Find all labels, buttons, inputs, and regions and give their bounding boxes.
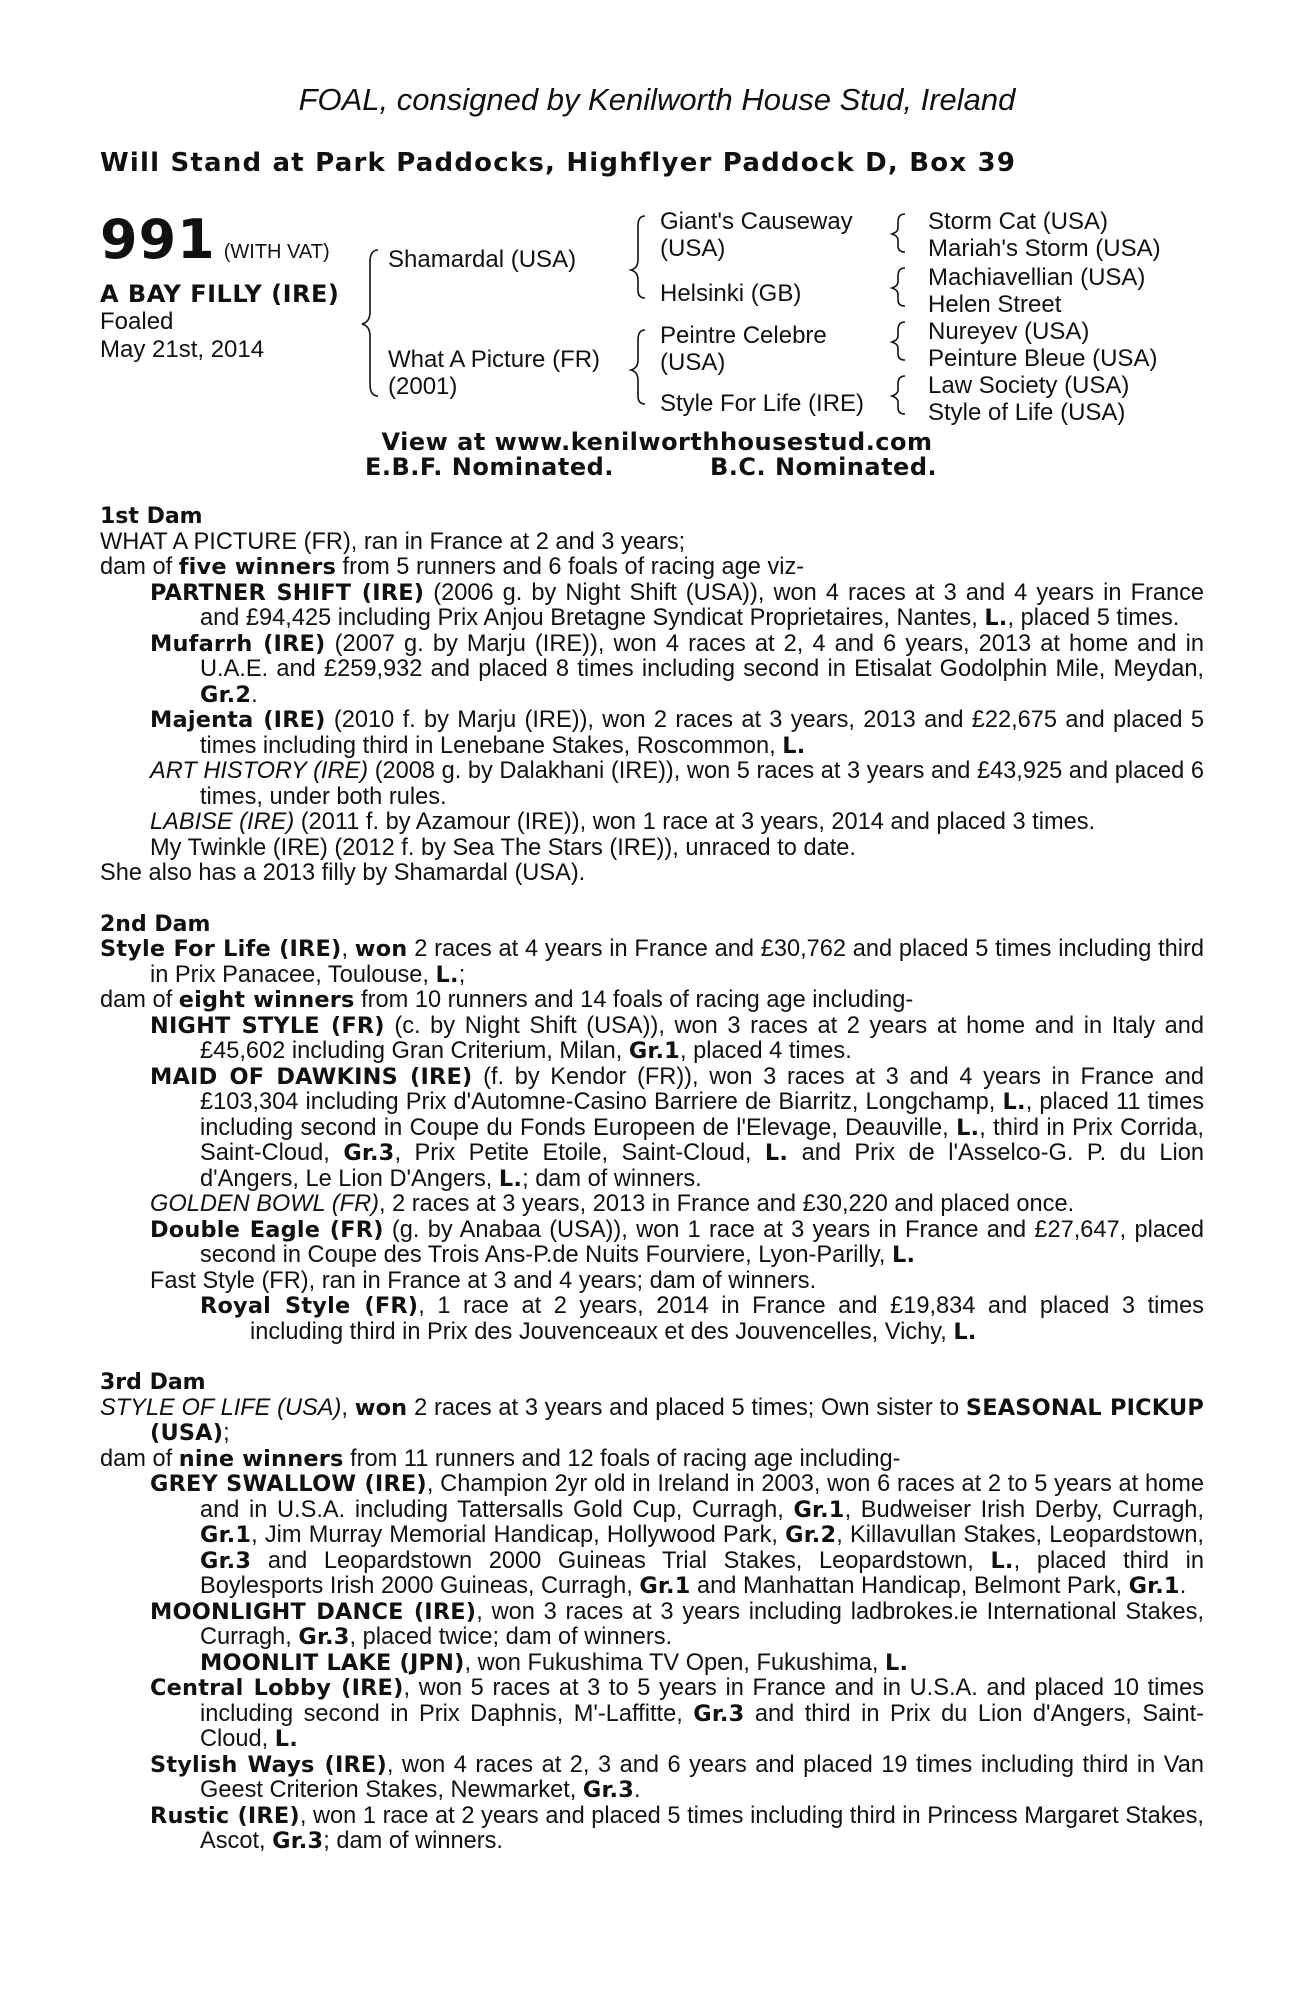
gg-ssd: Mariah's Storm (USA) (928, 235, 1161, 262)
gg-dsd: Peinture Bleue (USA) (928, 345, 1158, 372)
third-dam-produce: dam of nine winners from 11 runners and 12 foals of racing age including- (100, 1445, 901, 1472)
third-dam-entry: Stylish Ways (IRE), won 4 races at 2, 3 and 6 years and placed 19 times including third in Van Geest Criterion Stakes, Newmarket, Gr.3. (150, 1751, 1205, 1803)
first-dam-entry: PARTNER SHIFT (IRE) (2006 g. by Night Shift (USA)), won 4 races at 3 and 4 years in France and £94,425 including Prix Anjou Bretagne Syndicat Proprietaires, Nantes, L., placed 5 times. (150, 579, 1205, 631)
third-dam-title: 3rd Dam (100, 1370, 206, 1395)
first-dam-entry: LABISE (IRE) (2011 f. by Azamour (IRE)), won 1 race at 3 years, 2014 and placed 3 times. (150, 809, 1096, 835)
first-dam-entry: ART HISTORY (IRE) (2008 g. by Dalakhani (IRE)), won 5 races at 3 years and £43,925 and placed 6 times, under both rules. (150, 758, 1204, 810)
ebf-nominated: E.B.F. Nominated. (365, 453, 614, 481)
second-dam-entry: MAID OF DAWKINS (IRE) (f. by Kendor (FR)), won 3 races at 3 and 4 years in France and £103,304 including Prix d'Automne-Casino Barriere de Biarritz, Longchamp, L., placed 11 times including second in Coupe du Fonds Europeen de l'Elevage, Deauville, L., third in Prix Corrida, Saint-Cloud, Gr.3, Prix Petite Etoile, Saint-Cloud, L. and Prix de l'Asselco-G. P. du Lion d'Angers, Le Lion D'Angers, L.; dam of winners. (150, 1063, 1204, 1192)
sire-sire-line2: (USA) (660, 235, 726, 262)
dam-name-line2: (2001) (388, 373, 458, 400)
dam-name-line1: What A Picture (FR) (388, 346, 601, 373)
second-dam-subentry: Royal Style (FR), 1 race at 2 years, 2014 in France and £19,834 and placed 3 times including third in Prix des Jouvenceaux et des Jouvencelles, Vichy, L. (200, 1293, 1204, 1345)
third-dam-entry: MOONLIGHT DANCE (IRE), won 3 races at 3 years including ladbrokes.ie International Stakes, Curragh, Gr.3, placed twice; dam of winners. (150, 1598, 1205, 1650)
first-dam-entry: Mufarrh (IRE) (2007 g. by Marju (IRE)), won 4 races at 2, 4 and 6 years, 2013 at home and in U.A.E. and £259,932 and placed 8 times including second in Etisalat Godolphin Mile, Meydan, Gr.2. (150, 630, 1204, 708)
pedigree-body (100, 504, 1204, 1855)
view-website-line: View at www.kenilworthhousestud.com (381, 428, 933, 456)
dam-sire-line1: Peintre Celebre (660, 322, 827, 349)
dam-dam: Style For Life (IRE) (660, 390, 865, 417)
gg-sdd: Helen Street (928, 291, 1062, 318)
brace-ds (892, 322, 905, 360)
vat-note: (WITH VAT) (223, 241, 330, 263)
foaled-date: May 21st, 2014 (100, 336, 265, 363)
third-dam-subentry: MOONLIT LAKE (JPN), won Fukushima TV Open, Fukushima, L. (200, 1649, 909, 1676)
bc-nominated: B.C. Nominated. (710, 453, 938, 481)
sire-dam: Helsinki (GB) (660, 280, 802, 307)
first-dam-produce: dam of five winners from 5 runners and 6 foals of racing age viz- (100, 554, 805, 580)
gg-dss: Nureyev (USA) (928, 318, 1090, 345)
third-dam-entry: Rustic (IRE), won 1 race at 2 years and placed 5 times including third in Princess Margaret Stakes, Ascot, Gr.3; dam of winners. (150, 1802, 1204, 1854)
second-dam-entry: NIGHT STYLE (FR) (c. by Night Shift (USA)), won 3 races at 2 years at home and in Italy and £45,602 including Gran Criterium, Milan, Gr.1, placed 4 times. (150, 1012, 1204, 1064)
second-dam-entry: Double Eagle (FR) (g. by Anabaa (USA)), won 1 race at 3 years in France and £27,647, placed second in Coupe des Trois Ans-P.de Nuits Fourviere, Lyon-Parilly, L. (150, 1216, 1204, 1268)
third-dam-entry: GREY SWALLOW (IRE), Champion 2yr old in Ireland in 2003, won 6 races at 2 to 5 years at home and in U.S.A. including Tattersalls Gold Cup, Curragh, Gr.1, Budweiser Irish Derby, Curragh, Gr.1, Jim Murray Memorial Handicap, Hollywood Park, Gr.2, Killavullan Stakes, Leopardstown, Gr.3 and Leopardstown 2000 Guineas Trial Stakes, Leopardstown, L., placed third in Boylesports Irish 2000 Guineas, Curragh, Gr.1 and Manhattan Handicap, Belmont Park, Gr.1. (150, 1471, 1204, 1599)
brace-main (362, 250, 378, 396)
first-dam-intro: WHAT A PICTURE (FR), ran in France at 2 and 3 years; (100, 528, 686, 555)
second-dam-subentry: GOLDEN BOWL (FR), 2 races at 3 years, 2013 in France and £30,220 and placed once. (150, 1191, 1075, 1217)
second-dam-record: Style For Life (IRE), won 2 races at 4 years in France and £30,762 and placed 5 times including third in Prix Panacee, Toulouse, L.; (100, 936, 1204, 988)
second-dam-produce: dam of eight winners from 10 runners and 14 foals of racing age including- (100, 987, 914, 1013)
gg-ddd: Style of Life (USA) (928, 399, 1126, 426)
sire-sire-line1: Giant's Causeway (660, 208, 853, 235)
third-dam-record: STYLE OF LIFE (USA), won 2 races at 3 years and placed 5 times; Own sister to SEASONAL PICKUP (USA); (100, 1394, 1204, 1446)
second-dam-title: 2nd Dam (100, 911, 211, 937)
brace-ss (892, 214, 905, 252)
gg-sss: Storm Cat (USA) (928, 208, 1109, 235)
second-dam-entry: Fast Style (FR), ran in France at 3 and 4 years; dam of winners. (150, 1267, 817, 1294)
lot-number: 991 (100, 208, 216, 271)
foaled-label: Foaled (100, 308, 174, 335)
first-dam-entry: Majenta (IRE) (2010 f. by Marju (IRE)), won 2 races at 3 years, 2013 and £22,675 and placed 5 times including third in Lenebane Stakes, Roscommon, L. (150, 707, 1204, 759)
third-dam-entry: Central Lobby (IRE), won 5 races at 3 to 5 years in France and in U.S.A. and placed 10 times including second in Prix Daphnis, M'-Laffitte, Gr.3 and third in Prix du Lion d'Angers, Saint-Cloud, L. (150, 1675, 1204, 1752)
dam-sire-line2: (USA) (660, 349, 726, 376)
sire-name: Shamardal (USA) (388, 246, 577, 273)
brace-dam (631, 330, 645, 404)
gg-dds: Law Society (USA) (928, 372, 1130, 399)
brace-dd (892, 376, 905, 414)
first-dam-entry: My Twinkle (IRE) (2012 f. by Sea The Stars (IRE)), unraced to date. (150, 834, 856, 861)
stand-location: Will Stand at Park Paddocks, Highflyer Paddock D, Box 39 (100, 148, 1017, 178)
consignor-header: FOAL, consigned by Kenilworth House Stud, Ireland (298, 82, 1016, 117)
first-dam-title: 1st Dam (100, 504, 203, 529)
brace-sire (631, 216, 645, 298)
first-dam-outro: She also has a 2013 filly by Shamardal (USA). (100, 860, 586, 886)
brace-sd (892, 268, 905, 306)
horse-name: A BAY FILLY (IRE) (100, 280, 340, 308)
gg-sds: Machiavellian (USA) (928, 264, 1146, 291)
